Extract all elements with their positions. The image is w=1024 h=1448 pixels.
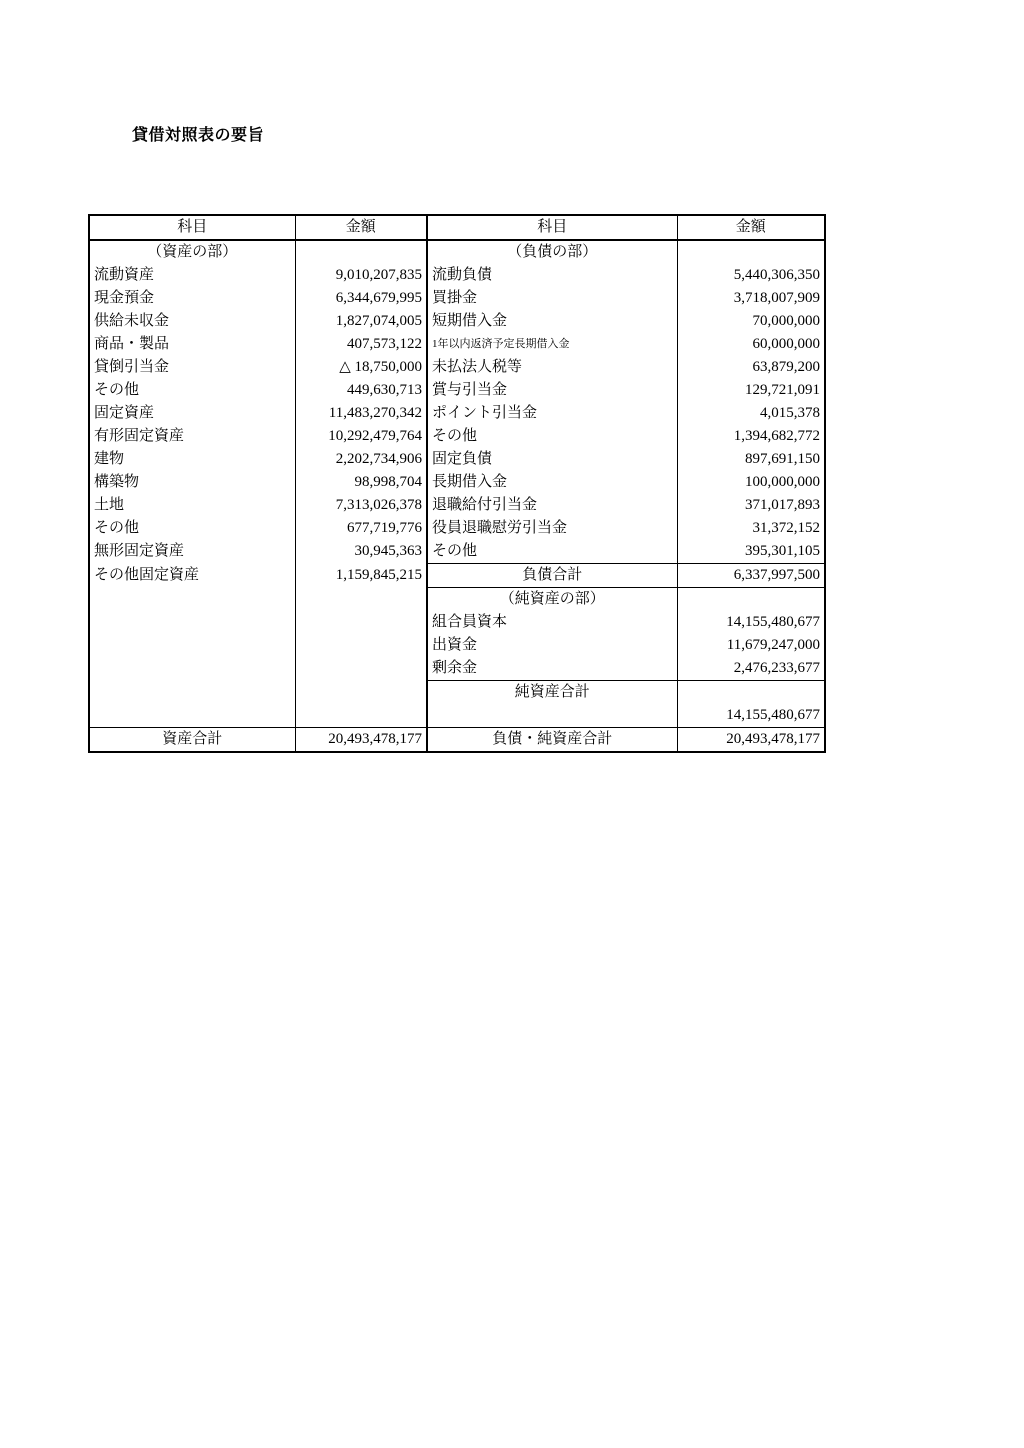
row-left-amount: [295, 657, 427, 681]
total-right-label: 負債・純資産合計: [427, 728, 677, 753]
row-right-amount: [677, 240, 825, 264]
row-right-label: 流動負債: [427, 264, 677, 287]
row-right-amount: 63,879,200: [677, 356, 825, 379]
table-row: [89, 240, 825, 264]
row-left-label: 構築物: [89, 471, 295, 494]
row-left-label: 供給未収金: [89, 310, 295, 333]
row-left-label: 固定資産: [89, 402, 295, 425]
row-right-label: 長期借入金: [427, 471, 677, 494]
row-left-amount: 6,344,679,995: [295, 287, 427, 310]
row-left-amount: [295, 681, 427, 705]
header-left-name: 科目: [89, 215, 295, 240]
row-right-label: 純資産合計: [427, 681, 677, 705]
row-right-label: 短期借入金: [427, 310, 677, 333]
header-left-amount: 金額: [295, 215, 427, 240]
row-left-label: [89, 611, 295, 634]
row-left-label: 有形固定資産: [89, 425, 295, 448]
table-row: [89, 264, 825, 287]
row-right-label: 剰余金: [427, 657, 677, 681]
row-left-label: 土地: [89, 494, 295, 517]
total-right-amount: 20,493,478,177: [677, 728, 825, 753]
table-row: [89, 310, 825, 333]
row-left-amount: 2,202,734,906: [295, 448, 427, 471]
row-right-label: その他: [427, 425, 677, 448]
row-left-amount: 449,630,713: [295, 379, 427, 402]
row-right-amount: 70,000,000: [677, 310, 825, 333]
row-left-amount: [295, 611, 427, 634]
table-row: [89, 564, 825, 588]
row-right-amount: 60,000,000: [677, 333, 825, 356]
row-right-label: 負債合計: [427, 564, 677, 588]
table-row: [89, 657, 825, 681]
row-left-label: （資産の部）: [89, 240, 295, 264]
row-left-amount: 30,945,363: [295, 540, 427, 564]
row-right-label: 賞与引当金: [427, 379, 677, 402]
table-row: [89, 471, 825, 494]
row-left-amount: 7,313,026,378: [295, 494, 427, 517]
row-left-amount: [295, 704, 427, 728]
table-row: [89, 611, 825, 634]
row-left-amount: 98,998,704: [295, 471, 427, 494]
row-right-amount: 14,155,480,677: [677, 704, 825, 728]
row-left-amount: 11,483,270,342: [295, 402, 427, 425]
row-right-amount: 3,718,007,909: [677, 287, 825, 310]
row-right-amount: 31,372,152: [677, 517, 825, 540]
row-right-label: その他: [427, 540, 677, 564]
table-row: [89, 494, 825, 517]
row-right-label: 出資金: [427, 634, 677, 657]
row-right-amount: 395,301,105: [677, 540, 825, 564]
row-left-amount: 10,292,479,764: [295, 425, 427, 448]
row-left-label: その他: [89, 379, 295, 402]
row-left-amount: 677,719,776: [295, 517, 427, 540]
row-left-label: [89, 634, 295, 657]
row-right-label: 役員退職慰労引当金: [427, 517, 677, 540]
table-row: [89, 425, 825, 448]
table-row: [89, 333, 825, 356]
row-left-label: 貸倒引当金: [89, 356, 295, 379]
row-left-amount: △ 18,750,000: [295, 356, 427, 379]
page-title: 貸借対照表の要旨: [132, 127, 265, 144]
row-right-amount: 6,337,997,500: [677, 564, 825, 588]
row-right-amount: 129,721,091: [677, 379, 825, 402]
row-right-label: 組合員資本: [427, 611, 677, 634]
total-left-label: 資産合計: [89, 728, 295, 753]
balance-sheet-table: [88, 214, 826, 753]
row-left-label: 商品・製品: [89, 333, 295, 356]
table-row: [89, 402, 825, 425]
row-left-amount: [295, 588, 427, 612]
row-left-amount: 9,010,207,835: [295, 264, 427, 287]
row-right-label: [427, 704, 677, 728]
row-left-amount: [295, 634, 427, 657]
table-row: [89, 517, 825, 540]
table-row: [89, 448, 825, 471]
table-row: [89, 681, 825, 705]
row-left-label: 建物: [89, 448, 295, 471]
row-right-amount: [677, 588, 825, 612]
table-row: [89, 356, 825, 379]
row-left-label: その他固定資産: [89, 564, 295, 588]
row-right-amount: [677, 681, 825, 705]
row-right-label: 退職給付引当金: [427, 494, 677, 517]
table-total-row: [89, 728, 825, 753]
table-row: [89, 379, 825, 402]
row-left-label: [89, 681, 295, 705]
row-left-label: その他: [89, 517, 295, 540]
row-right-label: （純資産の部）: [427, 588, 677, 612]
row-right-amount: 897,691,150: [677, 448, 825, 471]
row-right-amount: 14,155,480,677: [677, 611, 825, 634]
table-row: [89, 287, 825, 310]
row-left-label: [89, 657, 295, 681]
table-row: [89, 588, 825, 612]
row-left-label: 流動資産: [89, 264, 295, 287]
row-right-amount: 100,000,000: [677, 471, 825, 494]
row-right-label: 未払法人税等: [427, 356, 677, 379]
row-left-label: 無形固定資産: [89, 540, 295, 564]
table-row: [89, 704, 825, 728]
row-right-amount: 5,440,306,350: [677, 264, 825, 287]
row-right-label: ポイント引当金: [427, 402, 677, 425]
row-right-amount: 11,679,247,000: [677, 634, 825, 657]
table-row: [89, 540, 825, 564]
row-left-label: [89, 588, 295, 612]
row-left-amount: 1,827,074,005: [295, 310, 427, 333]
table-row: [89, 634, 825, 657]
row-left-label: 現金預金: [89, 287, 295, 310]
row-right-label: 1年以内返済予定長期借入金: [427, 333, 677, 356]
row-right-amount: 371,017,893: [677, 494, 825, 517]
row-right-amount: 4,015,378: [677, 402, 825, 425]
row-left-label: [89, 704, 295, 728]
row-right-label: （負債の部）: [427, 240, 677, 264]
row-left-amount: 407,573,122: [295, 333, 427, 356]
row-right-label: 買掛金: [427, 287, 677, 310]
row-right-amount: 2,476,233,677: [677, 657, 825, 681]
header-right-name: 科目: [427, 215, 677, 240]
row-left-amount: 1,159,845,215: [295, 564, 427, 588]
row-left-amount: [295, 240, 427, 264]
row-right-amount: 1,394,682,772: [677, 425, 825, 448]
row-right-label: 固定負債: [427, 448, 677, 471]
header-right-amount: 金額: [677, 215, 825, 240]
table-header-row: [89, 215, 825, 240]
total-left-amount: 20,493,478,177: [295, 728, 427, 753]
